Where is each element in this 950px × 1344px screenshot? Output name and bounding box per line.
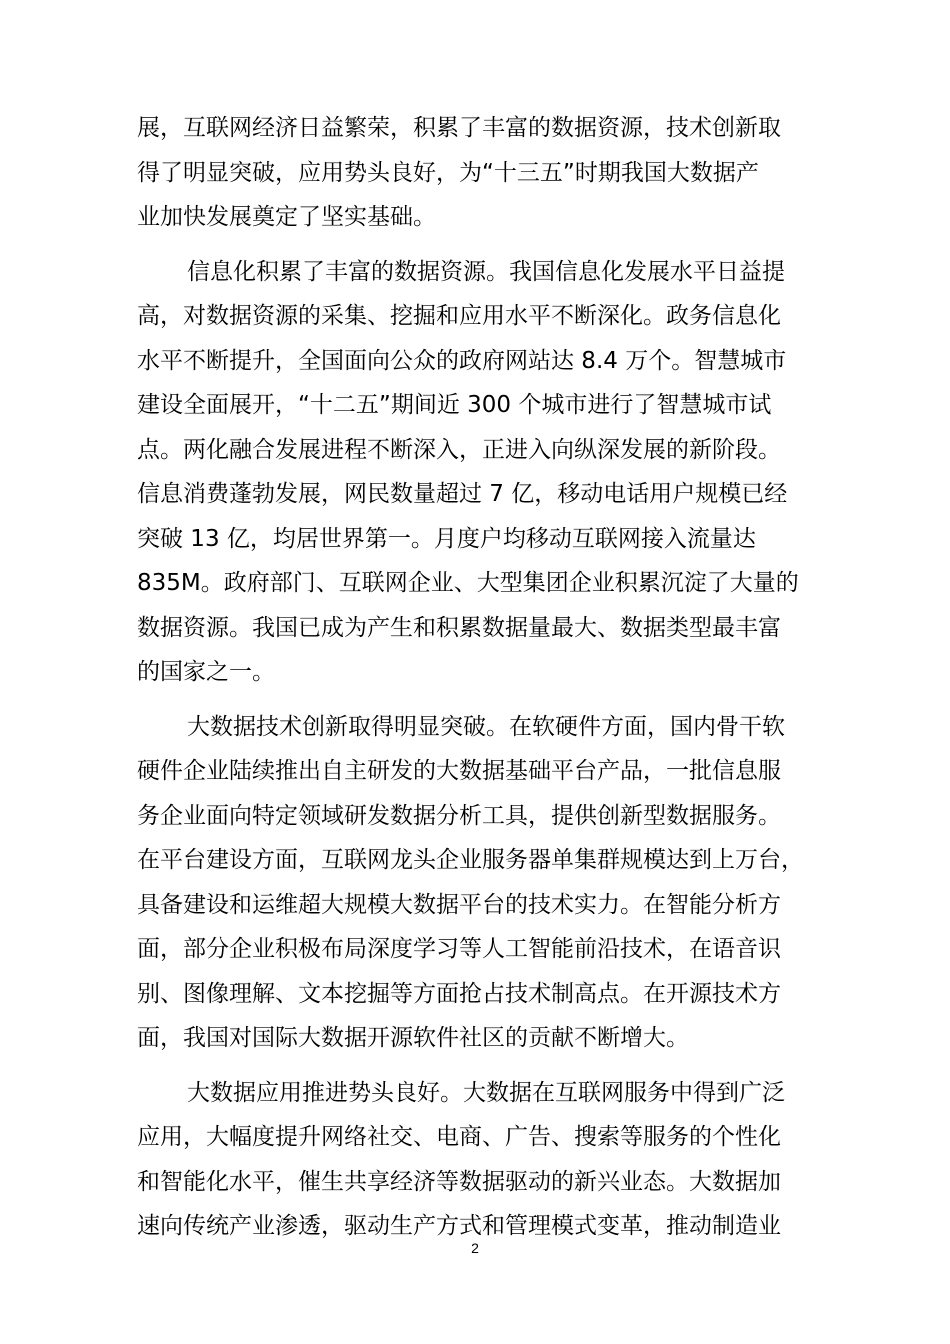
text-line: 大数据应用推进势头良好。大数据在互联网服务中得到广泛 <box>187 1079 785 1106</box>
text-line: 数据资源。我国已成为产生和积累数据量最大、数据类型最丰富 <box>137 614 781 641</box>
text-line: 速向传统产业渗透，驱动生产方式和管理模式变革，推动制造业 <box>137 1213 781 1239</box>
text-line: 和智能化水平，催生共享经济等数据驱动的新兴业态。大数据加 <box>137 1168 781 1195</box>
text-line: 水平不断提升，全国面向公众的政府网站达 8.4 万个。智慧城市 <box>137 347 787 374</box>
text-line: 硬件企业陆续推出自主研发的大数据基础平台产品，一批信息服 <box>137 758 781 784</box>
paragraph-application-progress <box>137 1071 837 1249</box>
text-line: 在平台建设方面，互联网龙头企业服务器单集群规模达到上万台， <box>137 847 804 873</box>
page-number: 2 <box>471 1240 479 1256</box>
text-line: 突破 13 亿，均居世界第一。月度户均移动互联网接入流量达 <box>137 525 756 552</box>
text-line: 信息消费蓬勃发展，网民数量超过 7 亿，移动电话用户规模已经 <box>137 481 788 507</box>
text-line: 展，互联网经济日益繁荣，积累了丰富的数据资源，技术创新取 <box>137 115 781 141</box>
body-text <box>137 106 837 1259</box>
text-line: 面，部分企业积极布局深度学习等人工智能前沿技术，在语音识 <box>137 936 781 962</box>
text-line: 的国家之一。 <box>137 659 275 685</box>
text-line: 面，我国对国际大数据开源软件社区的贡献不断增大。 <box>137 1025 689 1051</box>
text-line: 大数据技术创新取得明显突破。在软硬件方面，国内骨干软 <box>187 713 785 740</box>
text-line: 具备建设和运维超大规模大数据平台的技术实力。在智能分析方 <box>137 891 781 918</box>
text-line: 业加快发展奠定了坚实基础。 <box>137 204 436 230</box>
text-line: 建设全面展开，“十二五”期间近 300 个城市进行了智慧城市试 <box>137 392 772 418</box>
paragraph-technology-innovation <box>137 705 837 1061</box>
text-line: 835M。政府部门、互联网企业、大型集团企业积累沉淀了大量的 <box>137 570 799 596</box>
text-line: 别、图像理解、文本挖掘等方面抢占技术制高点。在开源技术方 <box>137 980 781 1007</box>
text-line: 务企业面向特定领域研发数据分析工具，提供创新型数据服务。 <box>137 802 781 829</box>
text-line: 得了明显突破，应用势头良好，为“十三五”时期我国大数据产 <box>137 159 759 186</box>
paragraph-data-resources <box>137 250 837 695</box>
paragraph-continued <box>137 106 837 240</box>
text-line: 点。两化融合发展进程不断深入，正进入向纵深发展的新阶段。 <box>137 436 781 463</box>
text-line: 高，对数据资源的采集、挖掘和应用水平不断深化。政务信息化 <box>137 303 781 329</box>
text-line: 信息化积累了丰富的数据资源。我国信息化发展水平日益提 <box>187 258 785 285</box>
text-line: 应用，大幅度提升网络社交、电商、广告、搜索等服务的个性化 <box>137 1124 781 1150</box>
